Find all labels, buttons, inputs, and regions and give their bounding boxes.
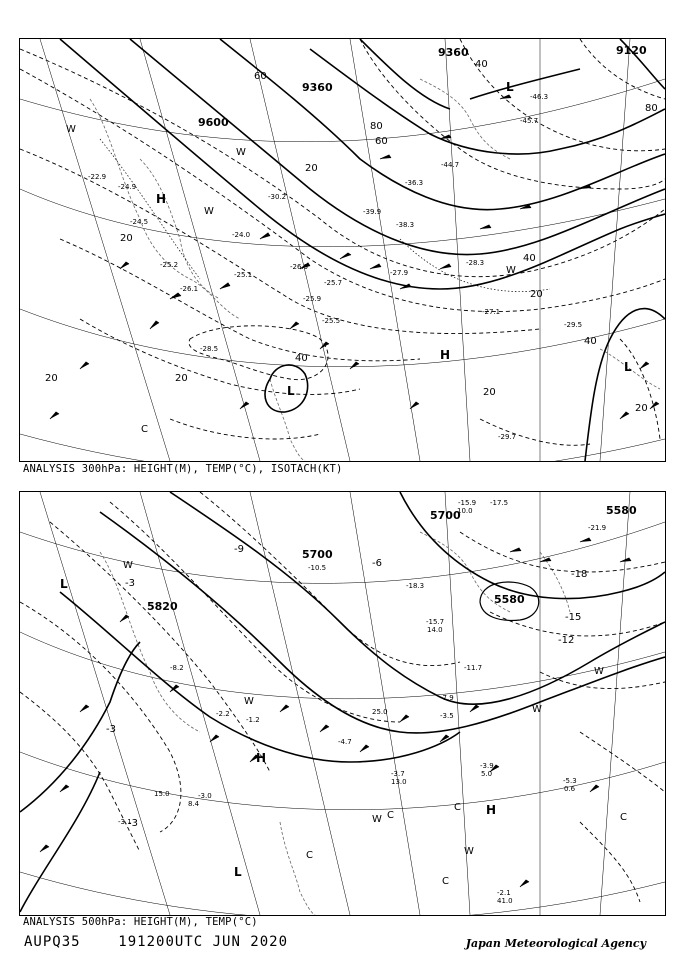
height-label: 5700 — [302, 548, 333, 561]
isotherm-label: -3 — [125, 578, 135, 589]
station-dewpoint: 15.0 — [154, 790, 170, 798]
warm-symbol: W — [236, 147, 246, 158]
isotach-label: 40 — [584, 336, 597, 347]
warm-symbol: W — [123, 560, 133, 571]
temp-value: -22.9 — [88, 173, 107, 181]
low-pressure-symbol: L — [234, 865, 242, 879]
temp-value: -36.3 — [405, 179, 424, 187]
map-500hpa-svg — [20, 492, 665, 915]
station-temp: -11.7 — [464, 664, 483, 672]
station-temp: -3.7 — [391, 770, 405, 778]
station-dewpoint: 0.6 — [564, 785, 576, 793]
warm-symbol: W — [506, 265, 516, 276]
warm-symbol: W — [464, 846, 474, 857]
station-temp: -2.1 — [497, 889, 511, 897]
temp-value: -24.5 — [130, 218, 149, 226]
station-temp: -8.2 — [170, 664, 184, 672]
isotherm-label: -6 — [372, 558, 382, 569]
map-panel-300hpa — [19, 38, 666, 462]
temp-value: -25.1 — [234, 271, 253, 279]
isotherm-label: -9 — [234, 544, 244, 555]
isotach-label: 80 — [645, 103, 658, 114]
temp-value: -28.5 — [200, 345, 219, 353]
station-dewpoint: 5.0 — [481, 770, 493, 778]
station-temp: -1.2 — [246, 716, 260, 724]
station-temp: -3.5 — [440, 712, 454, 720]
isotach-label: 20 — [483, 387, 496, 398]
low-pressure-symbol: L — [60, 577, 68, 591]
cold-symbol: C — [442, 876, 449, 887]
isotherm-label: -3 — [128, 818, 138, 829]
station-temp: -7.9 — [440, 694, 454, 702]
high-pressure-symbol: H — [486, 803, 497, 817]
cold-symbol: C — [141, 424, 148, 435]
temp-value: -44.7 — [441, 161, 460, 169]
warm-symbol: W — [532, 704, 542, 715]
height-label: 5580 — [494, 593, 525, 606]
temp-value: -25.2 — [160, 261, 179, 269]
high-pressure-symbol: H — [256, 751, 267, 765]
height-label: 5820 — [147, 600, 178, 613]
station-dewpoint: 41.0 — [497, 897, 513, 905]
station-temp: -15.7 — [426, 618, 445, 626]
station-dewpoint: 14.0 — [427, 626, 443, 634]
temp-value: -24.9 — [118, 183, 137, 191]
height-label: 5580 — [606, 504, 637, 517]
station-temp: -17.5 — [490, 499, 509, 507]
station-temp: -10.5 — [308, 564, 327, 572]
chart-id-and-time — [24, 934, 288, 950]
station-temp: -5.3 — [563, 777, 577, 785]
temp-value: -45.7 — [520, 117, 539, 125]
temp-value: -25.9 — [303, 295, 322, 303]
temp-value: -26.9 — [290, 263, 309, 271]
isotach-label: 40 — [295, 353, 308, 364]
cold-symbol: C — [306, 850, 313, 861]
station-temp: -2.2 — [216, 710, 230, 718]
temp-value: -27.1 — [482, 308, 501, 316]
height-label: 5700 — [430, 509, 461, 522]
temp-value: -26.1 — [180, 285, 199, 293]
warm-symbol: W — [594, 666, 604, 677]
map-300hpa-svg — [20, 39, 665, 461]
station-temp: -21.9 — [588, 524, 607, 532]
height-label: 9120 — [616, 44, 647, 57]
temp-value: -46.3 — [530, 93, 549, 101]
isotach-label: 20 — [120, 233, 133, 244]
temp-value: -25.7 — [324, 279, 343, 287]
temp-value: -24.0 — [232, 231, 251, 239]
isotherms — [20, 492, 665, 902]
coastlines — [100, 532, 570, 915]
warm-symbol: W — [66, 124, 76, 135]
station-dewpoint: 8.4 — [188, 800, 200, 808]
isotherm-label: -3 — [106, 724, 116, 735]
high-pressure-symbol: H — [440, 348, 451, 362]
isotach-label: 60 — [375, 136, 388, 147]
wind-barbs — [40, 538, 631, 887]
cold-symbol: C — [454, 802, 461, 813]
isotherm-label: -12 — [558, 635, 575, 646]
cold-symbol: C — [387, 810, 394, 821]
isotach-label: 60 — [254, 71, 267, 82]
isotach-label: 40 — [475, 59, 488, 70]
isotach-label: 20 — [635, 403, 648, 414]
station-temp: -3.1 — [118, 818, 132, 826]
isotach-label: 20 — [305, 163, 318, 174]
isotach-label: 20 — [45, 373, 58, 384]
contour-east-trough — [585, 309, 665, 461]
station-dewpoint: 10.0 — [457, 507, 473, 515]
low-pressure-symbol: L — [506, 80, 514, 94]
warm-symbol: W — [204, 206, 214, 217]
station-temp: -4.7 — [338, 738, 352, 746]
height-label: 9360 — [438, 46, 469, 59]
graticule — [20, 492, 665, 915]
warm-symbol: W — [244, 696, 254, 707]
station-temp: -18.3 — [406, 582, 425, 590]
temp-value: -39.9 — [363, 208, 382, 216]
station-dewpoint: 25.0 — [372, 708, 388, 716]
isotherm-label: -15 — [565, 612, 582, 623]
cold-symbol: C — [620, 812, 627, 823]
low-pressure-symbol: L — [287, 384, 295, 398]
wind-barbs — [50, 95, 659, 419]
high-pressure-symbol: H — [156, 192, 167, 206]
isotach-label: 20 — [175, 373, 188, 384]
chart-caption-300hpa: ANALYSIS 300hPa: HEIGHT(M), TEMP(°C), ISOTACH(KT) — [23, 463, 343, 475]
isotach-label: 40 — [523, 253, 536, 264]
agency-name: Japan Meteorological Agency — [465, 937, 646, 950]
height-label: 9600 — [198, 116, 229, 129]
warm-symbol: W — [372, 814, 382, 825]
station-temp: -3.0 — [198, 792, 212, 800]
temp-value: -28.3 — [466, 259, 485, 267]
isotach-label: 20 — [530, 289, 543, 300]
temp-value: -25.5 — [322, 317, 341, 325]
station-temp: -15.9 — [458, 499, 477, 507]
station-dewpoint: 13.0 — [391, 778, 407, 786]
temp-value: -27.9 — [390, 269, 409, 277]
temp-value: -29.7 — [498, 433, 517, 441]
graticule — [20, 39, 665, 461]
temp-value: -29.5 — [564, 321, 583, 329]
map-panel-500hpa — [19, 491, 666, 916]
chart-code: AUPQ35 — [24, 934, 81, 950]
chart-caption-500hpa: ANALYSIS 500hPa: HEIGHT(M), TEMP(°C) — [23, 916, 258, 928]
station-temp: -3.9 — [480, 762, 494, 770]
height-label: 9360 — [302, 81, 333, 94]
isotach-label: 80 — [370, 121, 383, 132]
chart-datetime: 191200UTC JUN 2020 — [118, 934, 289, 950]
height-contours — [20, 492, 665, 912]
temp-value: -30.2 — [268, 193, 287, 201]
temp-value: -38.3 — [396, 221, 415, 229]
isotherm-label: -18 — [571, 569, 588, 580]
isotherms — [20, 39, 665, 445]
low-pressure-symbol: L — [624, 360, 632, 374]
